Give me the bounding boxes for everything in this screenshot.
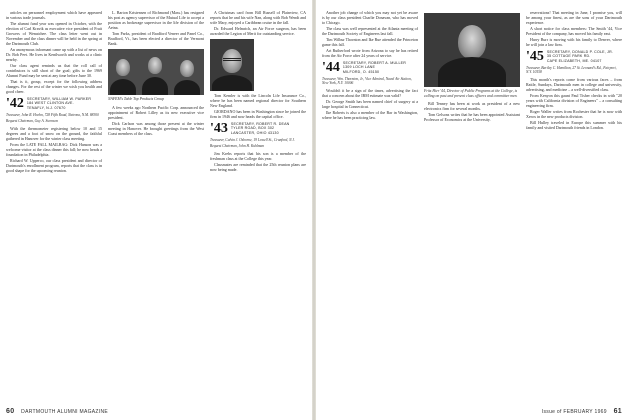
class-42-body — [6, 126, 102, 173]
paragraph: This month's reports come from various faces – from Rattle, Sundays, Dartmouth men in college and university, advertising, and medicine – a well-diversified class. — [526, 76, 622, 92]
paragraph: From the LATE FALL MAILBAG: Dick Hanson was a welcome visitor at the class dinner this fall; he now heads a foundation in Philadelphia. — [6, 141, 102, 157]
portrait-photo — [424, 13, 520, 87]
class-43-header — [210, 122, 306, 136]
paragraph: From Kenyon this gaunt Paul Tisher checks in with "20 years with California division of Engineers" – a consulting engineering firm. — [526, 92, 622, 108]
paragraph: Bill Tenney has been at work as president of a new electronics firm for several months. — [424, 101, 520, 112]
class-42-header — [6, 97, 102, 111]
address-line: 35 COTTAGE PARK RD. — [546, 54, 591, 59]
class-45-contact — [547, 50, 613, 63]
person-photo-face — [148, 57, 162, 74]
paragraph: Ike Roberts is also a member of the Bar in Washington, where he has been practicing law. — [322, 109, 418, 120]
class-45-header — [526, 50, 622, 64]
page-number: 61 — [613, 408, 622, 415]
class-44-contact — [343, 61, 406, 74]
paragraph: The alumni fund year was opened in October, with the election of Carl Kravik as executive vice president of Fruit Growers of Wenatchee. The class letter went out in November and the class dinner will be held in the spring at the Dartmouth Club. — [6, 21, 102, 46]
bequest-line: Bequest Chairman, John H. Kuhlman — [210, 144, 265, 149]
class-year-43: '43 — [210, 121, 228, 136]
paragraph: GIORDANO has been in Washington since he joined the firm in 1946 and now heads the capital office. — [210, 109, 306, 119]
left-column-3 — [210, 10, 306, 402]
secretary-line: SECRETARY, ROBERT A. MULLER — [342, 61, 407, 65]
person-photo-face — [116, 59, 130, 76]
class-45-body — [526, 77, 622, 130]
address-line: MILFORD, O. 45150 — [342, 69, 380, 74]
paragraph: An anonymous informant came up with a list of news on Dr. Bob Peet. He lives in Kenilworth and works at a clinic nearby. — [6, 47, 102, 62]
address-line: CAPE ELIZABETH, ME. 04107 — [546, 58, 602, 63]
col3-body — [210, 10, 306, 36]
paragraph: That is it, group, except for the following address changes. For the rest of the winter we wish you health and good cheer. — [6, 79, 102, 94]
portrait-photo — [210, 39, 254, 91]
page-number: 60 — [6, 408, 15, 415]
col1b-body — [322, 37, 418, 58]
paragraph: Tom Gelsons writes that he has been appointed Assistant Professor of Economics at the University. — [424, 112, 520, 123]
col1-body — [6, 10, 102, 94]
class-43-body — [210, 151, 306, 172]
paragraph: Classmates are reminded that the 25th reunion plans are now being made. — [210, 161, 306, 172]
paragraph: Dr. George Smith has been named chief of surgery at a large hospital in Connecticut. — [322, 98, 418, 109]
right-page-footer — [542, 409, 622, 415]
left-page-footer — [6, 409, 108, 415]
class-year-42: '42 — [6, 96, 24, 111]
person-photo-body — [174, 80, 200, 95]
paragraph: Jim Krebs reports that his son is a member of the freshman class at the College this year. — [210, 150, 306, 161]
person-photo-body — [212, 75, 252, 91]
right-column-1 — [322, 10, 418, 402]
glasses-shape — [223, 58, 241, 61]
group-photo — [108, 49, 204, 95]
address-line: 1309 LOCH LANE — [342, 65, 376, 70]
paragraph: The class was well represented at the Atlanta meeting of the Dartmouth Society of Engineers last fall. — [322, 26, 418, 36]
right-page — [316, 0, 628, 420]
paragraph: Our class agent reminds us that the roll call of contributors is still short of the goal; gifts to the 1969 Alumni Fund may be sent at any time before June 30. — [6, 63, 102, 78]
paragraph: Dr. Edward Helmrich, an Air Force surgeon, has been awarded the Legion of Merit for outstanding service. — [210, 26, 306, 36]
person-photo-face — [180, 60, 194, 77]
secretary-line: SECRETARY, DONALD P. COLE, JR. — [546, 50, 614, 54]
photo-caption: Fritz Hier '44, Director of Public Programs at the College, is calling on past and present class officers and committee men. — [424, 89, 518, 98]
paragraph: Art Rutherford wrote from Arizona to say he has retired from the Air Force after 24 years of service. — [322, 48, 418, 58]
left-column-2 — [108, 10, 204, 402]
address-line: LANCASTER, OHIO 43130 — [230, 130, 279, 135]
paragraph: Dick Carlson was among those present at the winter meeting in Hanover. He brought greetings from the West Coast members of the class. — [108, 120, 204, 136]
address-line: TENAFLY, N.J. 07670 — [26, 105, 66, 110]
paragraph: Tom Parks, president of Bradford Veneer and Panel Co., Bradford, Vt., has been elected a director of the Vermont Bank. — [108, 31, 204, 46]
bequest-line: Bequest Chairman, Guy A. Swenson — [6, 119, 59, 124]
secretary-line: SECRETARY, WILLIAM W. PARKER — [26, 97, 92, 101]
paragraph: Bill Hulley traveled in Europe this summer with his family and visited Dartmouth friends in London. — [526, 119, 622, 130]
class-year-45: '45 — [526, 49, 544, 64]
paragraph: A short notice for class members: The Smith '44, Vice President of the company, has moved his family east. — [526, 26, 622, 36]
class-44-header — [322, 61, 418, 75]
treasurer-line: Treasurer, John R. Hoehn, 728 Fifth Road, Natrona, N.M. 88300 — [6, 113, 99, 117]
paragraph: With the thermometer registering below 10 and 15 degrees and a foot of snow on the ground, the faithful gathered in Hanover for the winter class meeting. — [6, 125, 102, 141]
paragraph: Tim Wilbur Thornton and Ike Rue attended the Princeton game this fall. — [322, 37, 418, 47]
paragraph: Roger Waller writes from Rochester that he is now with Xerox in the new products division. — [526, 108, 622, 119]
paragraph: articles on personnel employment which have appeared in various trade journals. — [6, 10, 102, 20]
col2-body — [108, 10, 204, 46]
treasurer-line: Treasurer, Calvin J. Osborne, 19 Lowell St., Cranford, N.J. — [210, 138, 295, 142]
person-photo-face — [458, 25, 486, 59]
treasurer-line: Treasurer, Wm. Thornton, Jr., Vice Admiral, Naval Air Station, New York, N.Y. 10006 — [322, 77, 412, 86]
paragraph: Another job change of which you may not yet be aware is by our class president Charlie Donavan, who has moved to Chicago. — [322, 10, 418, 25]
paragraph: A Christmas card from Bill Russell of Plainview, CA reports that he and his wife Nan, along with Bob Wendt and wife Mary, enjoyed a Caribbean cruise in the fall. — [210, 10, 306, 25]
paragraph: Richard W. Upperco, our class president and director of Dartmouth's enrollment program, reports that the class is in good shape for the upcoming reunion. — [6, 157, 102, 173]
right-column-2 — [424, 10, 520, 402]
paragraph: L. Barton Kristensen of Richmond (Mass.) has resigned his post as agency supervisor of the Mutual Life to accept a position as brokerage supervisor in the life division of the Aetna. — [108, 10, 204, 30]
person-photo-body — [110, 79, 136, 95]
paragraph: Tom Kemler is with the Lincoln Life Insurance Co., where he has been named regional director for Southern New England. — [210, 93, 306, 108]
treasurer-line: Treasurer, Bartley C. Hamilton, 27 St. Leonard's Rd., Fairport, N.Y. 10558 — [526, 66, 617, 75]
paragraph: A few weeks ago Northern Pacific Corp. announced the appointment of Robert Lilley as its new executive vice president. — [108, 104, 204, 120]
col3b-body — [210, 93, 306, 119]
right-column-3 — [526, 10, 622, 402]
col1-body — [322, 10, 418, 36]
person-photo-face — [222, 49, 242, 73]
col2-body — [424, 101, 520, 122]
address-line: TYLER ROAD, BOX 302 — [230, 126, 275, 131]
magazine-title: DARTMOUTH ALUMNI MAGAZINE — [21, 409, 109, 415]
paragraph: reservations! That meeting in June, I promise you, will be among your finest, as are the sons of your Dartmouth experience. — [526, 10, 622, 25]
address-line: 184 WEST CLINTON AVE. — [26, 101, 74, 106]
class-year-44: '44 — [322, 60, 340, 75]
issue-title: Issue of FEBRUARY 1969 — [541, 409, 607, 415]
class-44-body — [322, 88, 418, 120]
class-43-contact — [231, 122, 290, 135]
paragraph: Harry Burr is moving with his family to Denver, where he will join a law firm. — [526, 37, 622, 47]
class-42-contact — [27, 97, 91, 110]
col2b-body — [108, 105, 204, 136]
col3-body — [526, 10, 622, 47]
paragraph: Wouldn't it be a sign of the times, advertising the fact that a concern about the IBM estimate was valid? — [322, 87, 418, 98]
left-column-1 — [6, 10, 102, 402]
secretary-line: SECRETARY, ROBERT R. DEAN — [230, 122, 290, 126]
person-photo-body — [142, 77, 168, 95]
photo-caption: NAFEM's Table Top Products Group — [108, 97, 164, 101]
left-page — [0, 0, 312, 420]
person-photo-body — [438, 57, 506, 87]
